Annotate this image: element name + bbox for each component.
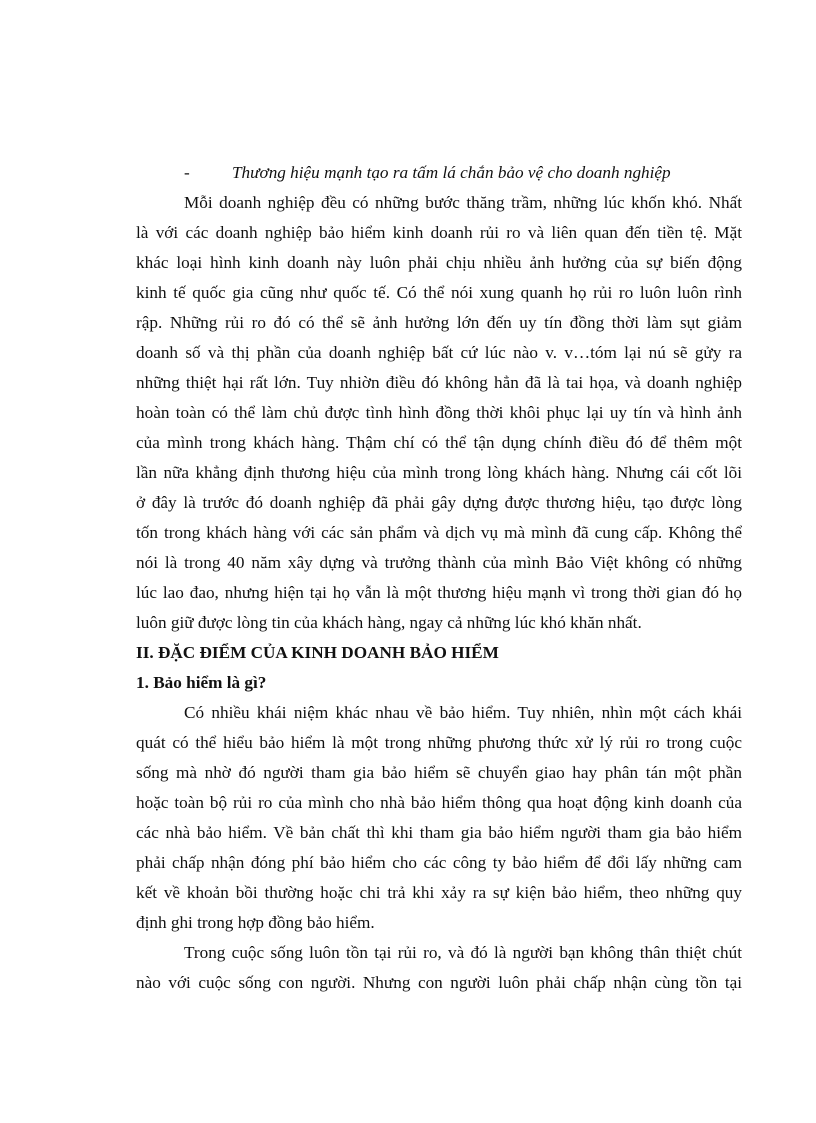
- bullet-dash: -: [184, 163, 190, 182]
- paragraph1-line: của mình trong khách hàng. Thậm chí có thể tận dụng chính điều đó để thêm một: [136, 433, 742, 452]
- paragraph2-line: các nhà bảo hiểm. Về bản chất thì khi tham gia bảo hiểm người tham gia bảo hiểm: [136, 823, 742, 842]
- paragraph2-line: định ghi trong hợp đồng bảo hiểm.: [136, 913, 375, 932]
- paragraph1-line: nói là trong 40 năm xây dựng và trưởng thành của mình Bảo Việt không có những: [136, 553, 742, 572]
- paragraph1-line: là với các doanh nghiệp bảo hiểm kinh doanh rủi ro và liên quan đến tiền tệ. Mặt: [136, 223, 742, 242]
- paragraph2-line: phải chấp nhận đóng phí bảo hiểm cho các công ty bảo hiểm để đổi lấy những cam: [136, 853, 742, 872]
- paragraph1-line: hoàn toàn có thể làm chủ được tình hình đồng thời khôi phục lại uy tín và hình ảnh: [136, 403, 742, 422]
- paragraph1-line: lúc lao đao, nhưng hiện tại họ vẫn là một thương hiệu mạnh vì trong thời gian đó họ: [136, 583, 742, 602]
- paragraph2-line: Có nhiều khái niệm khác nhau về bảo hiểm. Tuy nhiên, nhìn một cách khái: [184, 703, 742, 722]
- paragraph2-line: sống mà nhờ đó người tham gia bảo hiểm sẽ chuyển giao hay phân tán một phần: [136, 763, 742, 782]
- paragraph1-line: kinh tế quốc gia cũng như quốc tế. Có thể nói xung quanh họ rủi ro luôn luôn rình: [136, 283, 742, 302]
- paragraph2-line: kết về khoản bồi thường hoặc chi trả khi xảy ra sự kiện bảo hiểm, theo những quy: [136, 883, 742, 902]
- paragraph1-line: luôn giữ được lòng tin của khách hàng, ngay cả những lúc khó khăn nhất.: [136, 613, 642, 632]
- paragraph1-line: doanh số và thị phần của doanh nghiệp bất cứ lúc nào v. v…tóm lại nú sẽ gửy ra: [136, 343, 742, 362]
- paragraph1-line: Mỗi doanh nghiệp đều có những bước thăng trầm, những lúc khốn khó. Nhất: [184, 193, 742, 212]
- paragraph1-line: tốn trong khách hàng với các sản phẩm và dịch vụ mà mình đã cung cấp. Không thể: [136, 523, 742, 542]
- paragraph3-line: nào với cuộc sống con người. Nhưng con người luôn phải chấp nhận cùng tồn tại: [136, 973, 742, 992]
- subsection-heading: 1. Bảo hiểm là gì?: [136, 673, 267, 692]
- paragraph1-line: khác loại hình kinh doanh này luôn phải chịu nhiều ảnh hưởng của sự biến động: [136, 253, 742, 272]
- paragraph1-line: những thiệt hại rất lớn. Tuy nhiờn điều đó không hẳn đã là tai họa, và doanh nghiệp: [136, 373, 742, 392]
- paragraph1-line: rập. Những rủi ro đó có thể sẽ ảnh hưởng lớn đến uy tín đồng thời làm sụt giảm: [136, 313, 742, 332]
- paragraph2-line: hoặc toàn bộ rủi ro của mình cho nhà bảo hiểm thông qua hoạt động kinh doanh của: [136, 793, 742, 812]
- paragraph1-line: lần nữa khẳng định thương hiệu của mình trong lòng khách hàng. Nhưng cái cốt lõi: [136, 463, 742, 482]
- paragraph2-line: quát có thể hiểu bảo hiểm là một trong những phương thức xử lý rủi ro trong cuộc: [136, 733, 742, 752]
- paragraph3-line: Trong cuộc sống luôn tồn tại rủi ro, và đó là người bạn không thân thiệt chút: [184, 943, 742, 962]
- bullet-title: Thương hiệu mạnh tạo ra tấm lá chắn bảo vệ cho doanh nghiệp: [232, 163, 671, 182]
- paragraph1-line: ở đây là trước đó doanh nghiệp đã phải gây dựng được thương hiệu, tạo được lòng: [136, 493, 742, 512]
- section-heading: II. ĐẶC ĐIỂM CỦA KINH DOANH BẢO HIỂM: [136, 643, 499, 662]
